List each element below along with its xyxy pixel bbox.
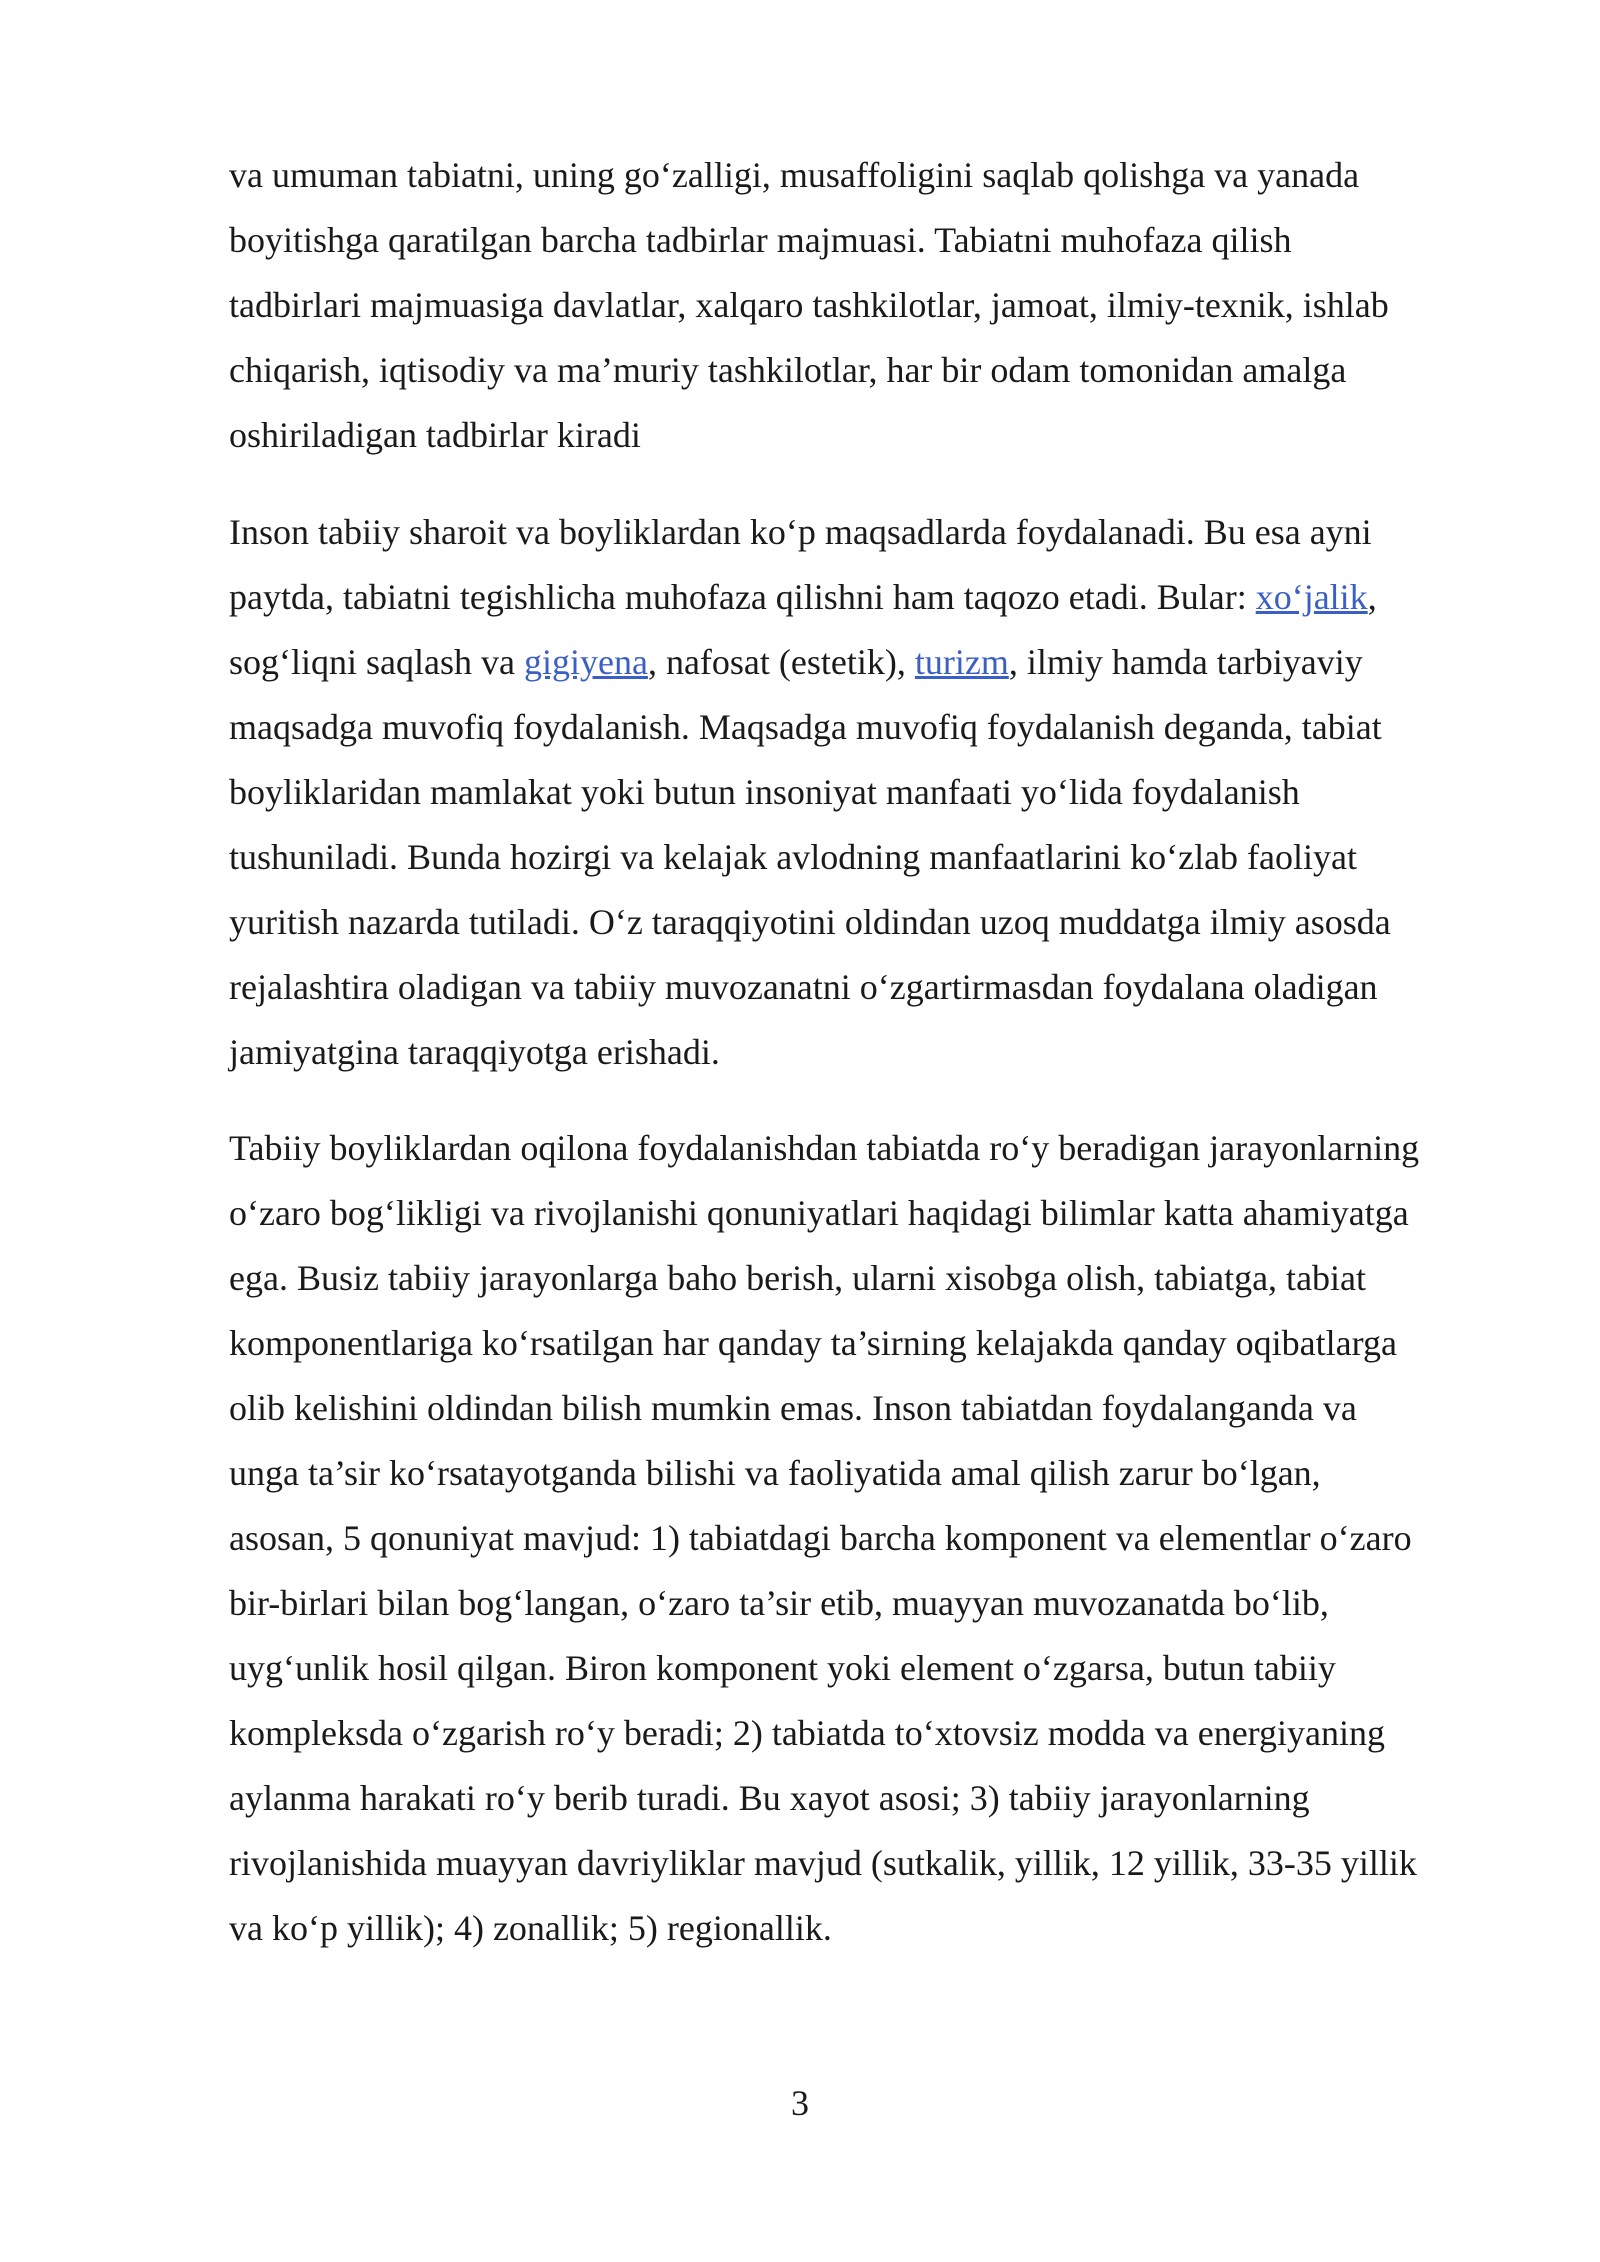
- text-line: rivojlanishida muayyan davriyliklar mavjud (sutkalik, yillik, 12 yillik, 33-35 yillik: [229, 1843, 1417, 1883]
- text-line: olib kelishini oldindan bilish mumkin emas. Inson tabiatdan foydalanganda va: [229, 1388, 1357, 1428]
- text-line: rejalashtira oladigan va tabiiy muvozanatni o‘zgartirmasdan foydalana oladigan: [229, 967, 1378, 1007]
- link-gigiyena[interactable]: gigiyena: [523, 642, 648, 682]
- text-segment: sog‘liqni saqlash va: [229, 642, 524, 682]
- text-line: jamiyatgina taraqqiyotga erishadi.: [229, 1032, 720, 1072]
- text-line: chiqarish, iqtisodiy va ma’muriy tashkilotlar, har bir odam tomonidan amalga: [229, 350, 1347, 390]
- text-line: o‘zaro bog‘likligi va rivojlanishi qonuniyatlari haqidagi bilimlar katta ahamiyatga: [229, 1193, 1409, 1233]
- text-line: oshiriladigan tadbirlar kiradi: [229, 415, 641, 455]
- text-segment: , ilmiy hamda tarbiyaviy: [1008, 642, 1363, 682]
- text-line: tushuniladi. Bunda hozirgi va kelajak avlodning manfaatlarini ko‘zlab faoliyat: [229, 837, 1358, 877]
- text-segment: paytda, tabiatni tegishlicha muhofaza qilishni ham taqozo etadi. Bular:: [229, 577, 1256, 617]
- text-line: Inson tabiiy sharoit va boyliklardan ko‘p maqsadlarda foydalanadi. Bu esa ayni: [229, 512, 1372, 552]
- text-line: ega. Busiz tabiiy jarayonlarga baho berish, ularni xisobga olish, tabiatga, tabiat: [229, 1258, 1367, 1298]
- text-line: Tabiiy boyliklardan oqilona foydalanishdan tabiatda ro‘y beradigan jarayonlarning: [229, 1128, 1420, 1168]
- page-number: 3: [791, 2083, 809, 2123]
- paragraph-3: [229, 1116, 1529, 1961]
- paragraph-2: [229, 500, 1529, 1085]
- text-line: asosan, 5 qonuniyat mavjud: 1) tabiatdagi barcha komponent va elementlar o‘zaro: [229, 1518, 1412, 1558]
- text-segment: ,: [1367, 577, 1377, 617]
- text-line: kompleksda o‘zgarish ro‘y beradi; 2) tabiatda to‘xtovsiz modda va energiyaning: [229, 1713, 1385, 1753]
- link-turizm[interactable]: turizm: [914, 642, 1009, 682]
- paragraph-1: [229, 143, 1529, 468]
- text-line: va ko‘p yillik); 4) zonallik; 5) regionallik.: [229, 1908, 832, 1948]
- text-line: tadbirlari majmuasiga davlatlar, xalqaro tashkilotlar, jamoat, ilmiy-texnik, ishlab: [229, 285, 1389, 325]
- text-line: boyliklaridan mamlakat yoki butun insoniyat manfaati yo‘lida foydalanish: [229, 772, 1300, 812]
- text-line: boyitishga qaratilgan barcha tadbirlar majmuasi. Tabiatni muhofaza qilish: [229, 220, 1292, 260]
- text-line: komponentlariga ko‘rsatilgan har qanday ta’sirning kelajakda qanday oqibatlarga: [229, 1323, 1397, 1363]
- text-line: va umuman tabiatni, uning go‘zalligi, musaffoligini saqlab qolishga va yanada: [229, 155, 1360, 195]
- text-line: yuritish nazarda tutiladi. O‘z taraqqiyotini oldindan uzoq muddatga ilmiy asosda: [229, 902, 1391, 942]
- text-segment: , nafosat (estetik),: [647, 642, 915, 682]
- text-line: unga ta’sir ko‘rsatayotganda bilishi va faoliyatida amal qilish zarur bo‘lgan,: [229, 1453, 1321, 1493]
- link-xojalik[interactable]: xo‘jalik: [1255, 577, 1368, 617]
- text-line: [229, 565, 1529, 630]
- text-line: aylanma harakati ro‘y berib turadi. Bu xayot asosi; 3) tabiiy jarayonlarning: [229, 1778, 1310, 1818]
- text-line: maqsadga muvofiq foydalanish. Maqsadga muvofiq foydalanish deganda, tabiat: [229, 707, 1382, 747]
- text-line: uyg‘unlik hosil qilgan. Biron komponent yoki element o‘zgarsa, butun tabiiy: [229, 1648, 1336, 1688]
- text-line: bir-birlari bilan bog‘langan, o‘zaro ta’sir etib, muayyan muvozanatda bo‘lib,: [229, 1583, 1329, 1623]
- text-line: [229, 630, 1529, 695]
